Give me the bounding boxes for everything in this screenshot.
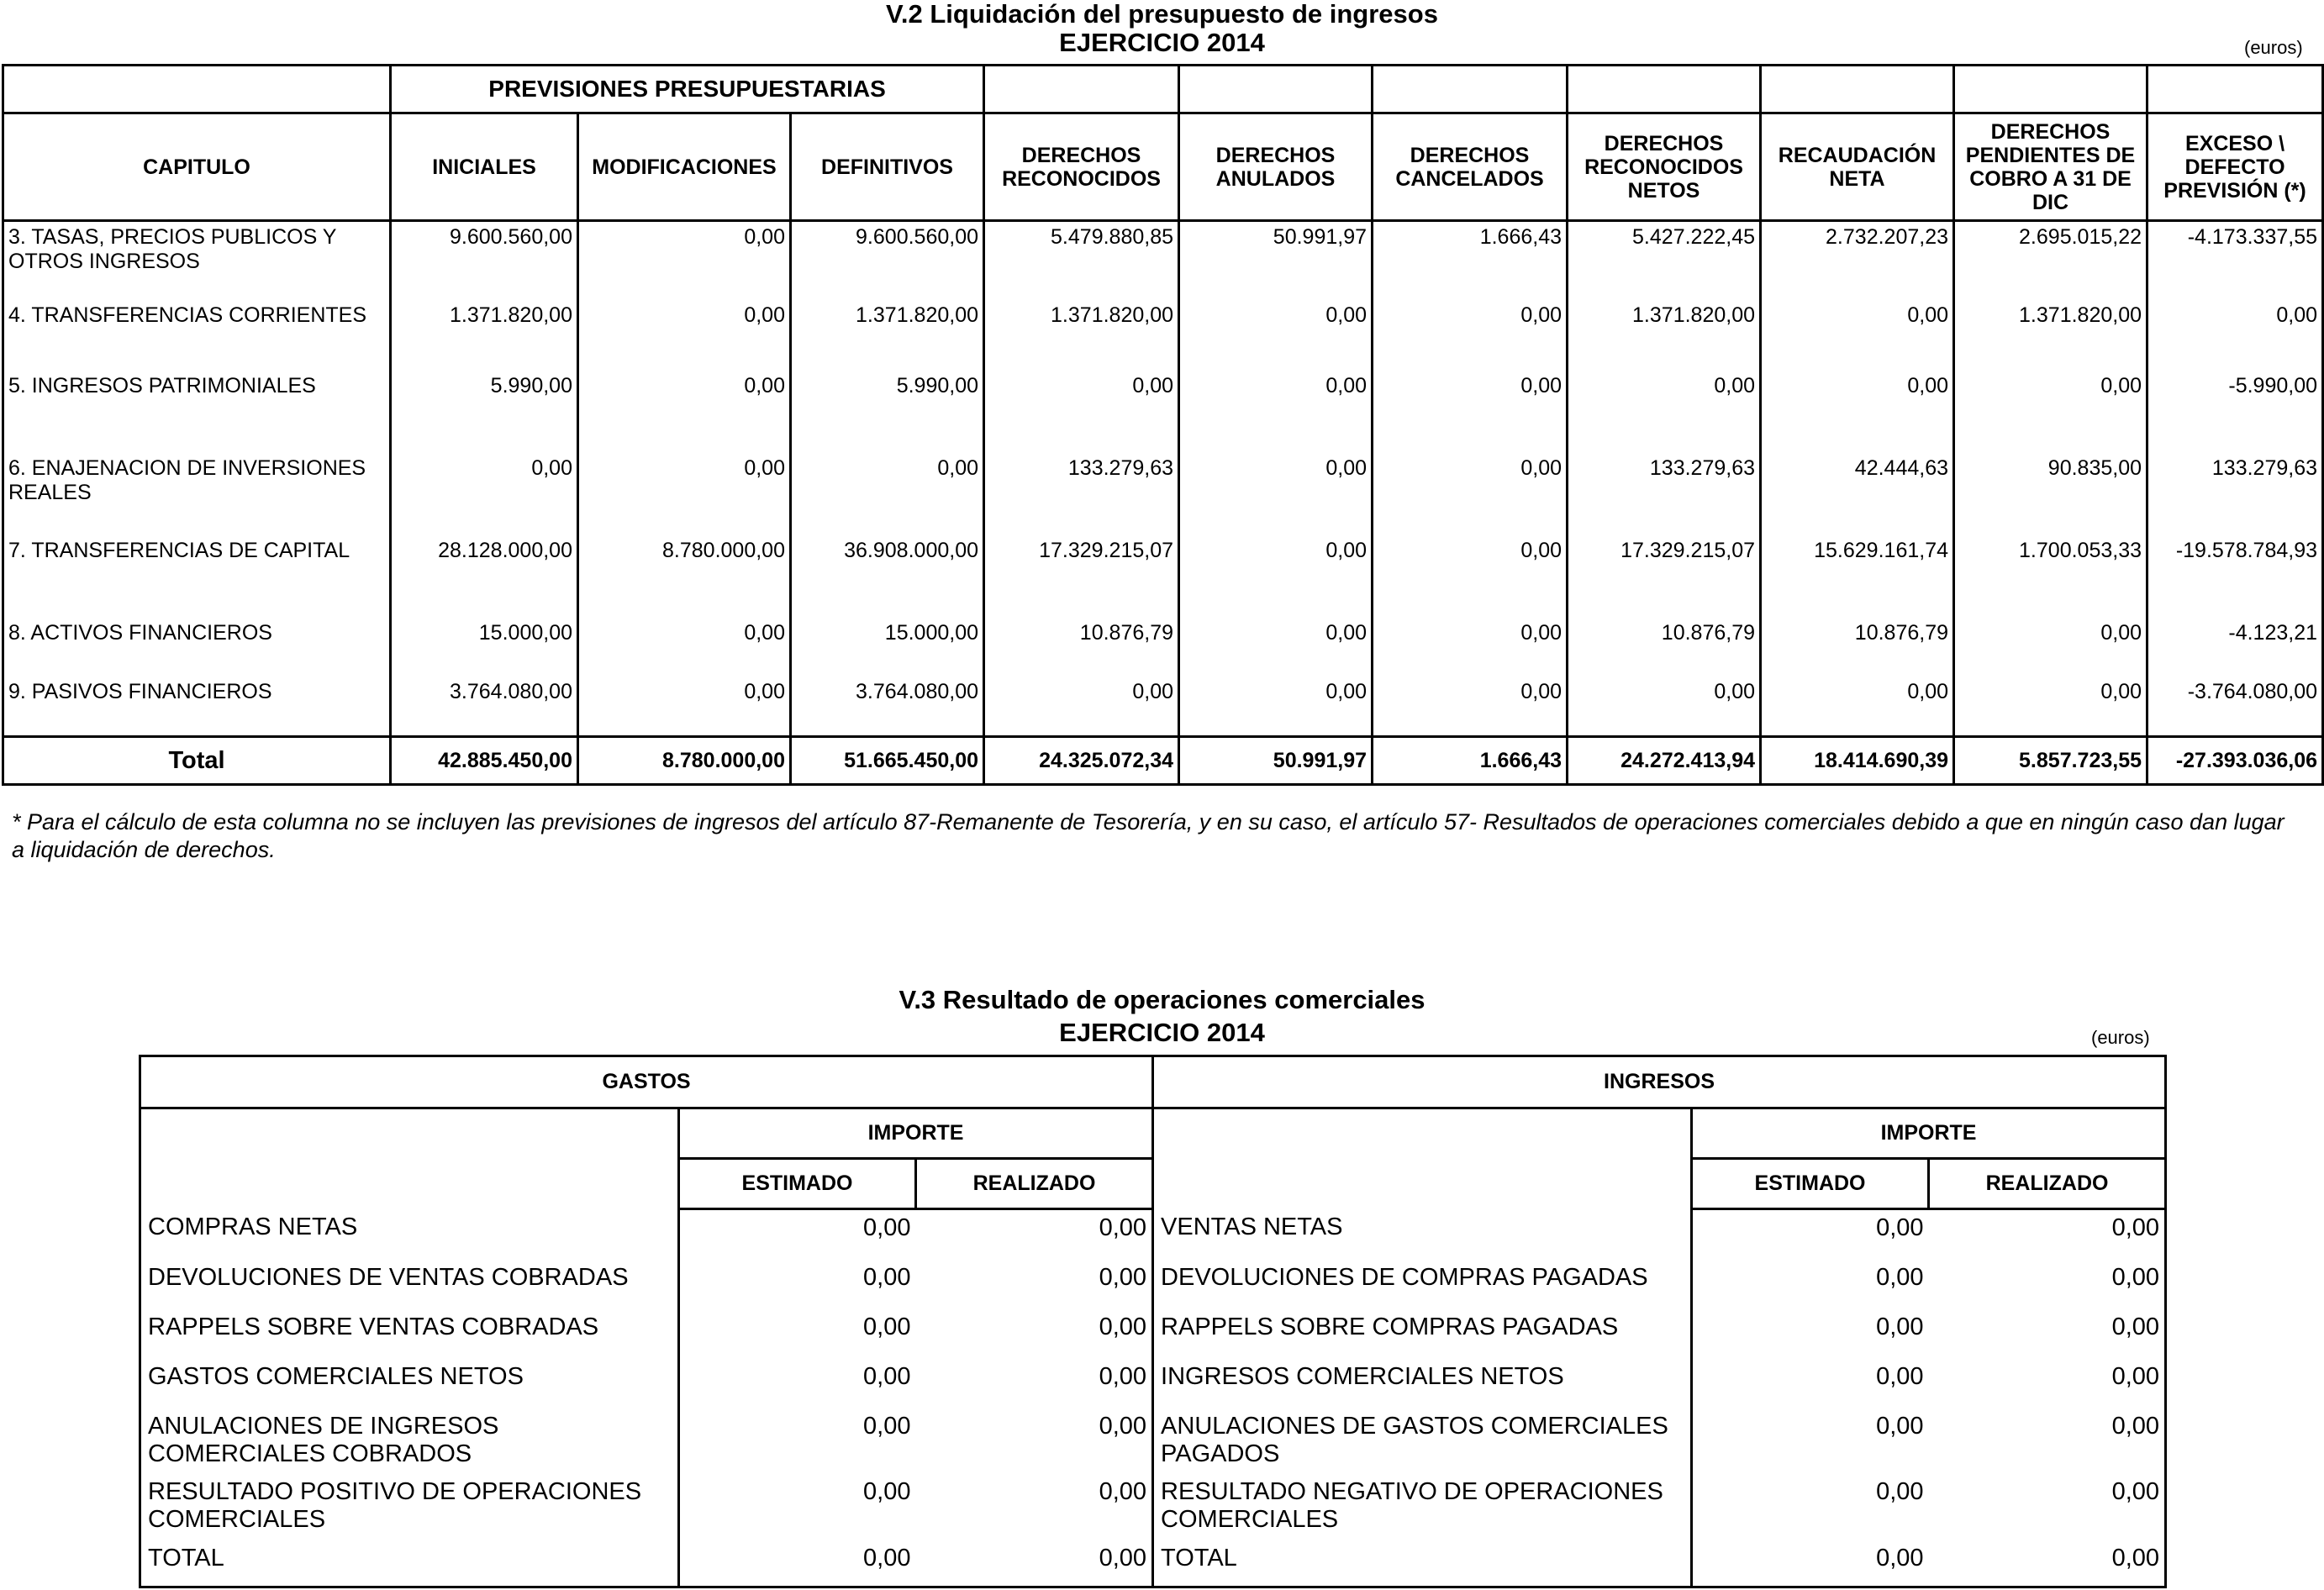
- value-cell: 0,00: [578, 678, 791, 737]
- col-header-derechos-anulados: DERECHOS ANULADOS: [1179, 113, 1373, 221]
- ingreso-realizado: 0,00: [1929, 1209, 2166, 1260]
- value-cell: 50.991,97: [1179, 221, 1373, 302]
- value-cell: 0,00: [1373, 455, 1568, 537]
- ingreso-estimado: 0,00: [1692, 1260, 1929, 1309]
- value-cell: 28.128.000,00: [391, 537, 578, 619]
- value-cell: 1.371.820,00: [1568, 302, 1761, 372]
- value-cell: 0,00: [578, 221, 791, 302]
- gastos-importe-header: IMPORTE: [679, 1108, 1153, 1159]
- total-cell: 5.857.723,55: [1954, 737, 2147, 785]
- ingresos-estimado-header: ESTIMADO: [1692, 1159, 1929, 1209]
- value-cell: 0,00: [1179, 455, 1373, 537]
- value-cell: 0,00: [578, 619, 791, 678]
- ingreso-label: TOTAL: [1153, 1540, 1692, 1587]
- value-cell: 0,00: [984, 678, 1179, 737]
- ingresos-realizado-header: REALIZADO: [1929, 1159, 2166, 1209]
- value-cell: 133.279,63: [984, 455, 1179, 537]
- gasto-estimado: 0,00: [679, 1408, 916, 1474]
- value-cell: 0,00: [1373, 302, 1568, 372]
- gasto-label: RAPPELS SOBRE VENTAS COBRADAS: [140, 1309, 679, 1359]
- ingreso-label: INGRESOS COMERCIALES NETOS: [1153, 1359, 1692, 1408]
- capitulo-cell: 3. TASAS, PRECIOS PUBLICOS Y OTROS INGRESOS: [3, 221, 391, 302]
- commercial-operations-table: [139, 1055, 2167, 1588]
- value-cell: 0,00: [1568, 678, 1761, 737]
- value-cell: 0,00: [1373, 619, 1568, 678]
- value-cell: 5.427.222,45: [1568, 221, 1761, 302]
- ingreso-realizado: 0,00: [1929, 1359, 2166, 1408]
- gastos-label-header: [140, 1108, 679, 1209]
- table-row: [3, 221, 2323, 302]
- gasto-estimado: 0,00: [679, 1209, 916, 1260]
- total-cell: 50.991,97: [1179, 737, 1373, 785]
- table-row: [140, 1474, 2166, 1540]
- col-header-derechos-cancelados: DERECHOS CANCELADOS: [1373, 113, 1568, 221]
- capitulo-cell: 6. ENAJENACION DE INVERSIONES REALES: [3, 455, 391, 537]
- value-cell: 15.000,00: [791, 619, 984, 678]
- value-cell: 0,00: [1954, 372, 2147, 455]
- total-cell: 51.665.450,00: [791, 737, 984, 785]
- value-cell: 0,00: [1373, 372, 1568, 455]
- ingreso-label: RAPPELS SOBRE COMPRAS PAGADAS: [1153, 1309, 1692, 1359]
- value-cell: -19.578.784,93: [2147, 537, 2323, 619]
- table-row: [140, 1359, 2166, 1408]
- value-cell: 15.629.161,74: [1761, 537, 1954, 619]
- v2-title: V.2 Liquidación del presupuesto de ingresos: [886, 0, 1438, 29]
- value-cell: -4.173.337,55: [2147, 221, 2323, 302]
- total-cell: 24.272.413,94: [1568, 737, 1761, 785]
- ingreso-label: DEVOLUCIONES DE COMPRAS PAGADAS: [1153, 1260, 1692, 1309]
- value-cell: 5.990,00: [391, 372, 578, 455]
- value-cell: 0,00: [578, 302, 791, 372]
- capitulo-cell: 4. TRANSFERENCIAS CORRIENTES: [3, 302, 391, 372]
- total-cell: 1.666,43: [1373, 737, 1568, 785]
- col-header-modificaciones: MODIFICACIONES: [578, 113, 791, 221]
- empty-header-cell: [3, 66, 391, 113]
- gasto-label: COMPRAS NETAS: [140, 1209, 679, 1260]
- value-cell: 0,00: [1179, 372, 1373, 455]
- capitulo-cell: 5. INGRESOS PATRIMONIALES: [3, 372, 391, 455]
- footnote: * Para el cálculo de esta columna no se incluyen las previsiones de ingresos del artículo 87-Remanente de Tesorería, y en su caso, el artículo 57- Resultados de operaciones comerciales debido a que en ningún caso dan lugar a liquidación de derechos.: [12, 809, 2284, 862]
- value-cell: -3.764.080,00: [2147, 678, 2323, 737]
- gasto-realizado: 0,00: [1099, 1263, 1147, 1291]
- value-cell: -5.990,00: [2147, 372, 2323, 455]
- col-header-derechos-netos: DERECHOS RECONOCIDOS NETOS: [1568, 113, 1761, 221]
- table-row: [3, 537, 2323, 619]
- value-cell: 90.835,00: [1954, 455, 2147, 537]
- value-cell: 0,00: [578, 372, 791, 455]
- table-row: [3, 678, 2323, 737]
- importe-header-row: [140, 1108, 2166, 1159]
- value-cell: 0,00: [1761, 678, 1954, 737]
- gasto-label: TOTAL: [140, 1540, 679, 1587]
- ingreso-realizado: 0,00: [1929, 1408, 2166, 1474]
- value-cell: 1.666,43: [1373, 221, 1568, 302]
- value-cell: 0,00: [1373, 537, 1568, 619]
- table-row: [3, 619, 2323, 678]
- gastos-realizado-header: REALIZADO: [916, 1159, 1153, 1209]
- capitulo-cell: 7. TRANSFERENCIAS DE CAPITAL: [3, 537, 391, 619]
- col-header-iniciales: INICIALES: [391, 113, 578, 221]
- col-header-pendientes: DERECHOS PENDIENTES DE COBRO A 31 DE DIC: [1954, 113, 2147, 221]
- gastos-header: GASTOS: [140, 1056, 1153, 1108]
- gasto-label: RESULTADO POSITIVO DE OPERACIONES COMERCIALES: [140, 1474, 679, 1540]
- gasto-estimado: 0,00: [679, 1260, 916, 1309]
- value-cell: 1.371.820,00: [984, 302, 1179, 372]
- table-row: [140, 1540, 2166, 1587]
- value-cell: 0,00: [1179, 537, 1373, 619]
- column-header-row: [3, 113, 2323, 221]
- table-row: [3, 372, 2323, 455]
- capitulo-cell: 9. PASIVOS FINANCIEROS: [3, 678, 391, 737]
- budget-liquidation-table: [2, 64, 2324, 786]
- gasto-realizado: 0,00: [1099, 1362, 1147, 1390]
- group-header-row: [3, 66, 2323, 113]
- ingresos-header: INGRESOS: [1153, 1056, 2166, 1108]
- value-cell: 1.700.053,33: [1954, 537, 2147, 619]
- value-cell: 0,00: [1954, 619, 2147, 678]
- value-cell: 0,00: [1954, 678, 2147, 737]
- value-cell: 36.908.000,00: [791, 537, 984, 619]
- value-cell: 10.876,79: [984, 619, 1179, 678]
- gasto-estimado: 0,00: [679, 1540, 916, 1587]
- value-cell: 0,00: [391, 455, 578, 537]
- value-cell: 17.329.215,07: [1568, 537, 1761, 619]
- value-cell: 1.371.820,00: [391, 302, 578, 372]
- total-row: [3, 737, 2323, 785]
- value-cell: 15.000,00: [391, 619, 578, 678]
- v2-unit: (euros): [2244, 37, 2303, 58]
- v3-title: V.3 Resultado de operaciones comerciales: [899, 985, 1425, 1014]
- value-cell: 10.876,79: [1568, 619, 1761, 678]
- gasto-realizado: 0,00: [1099, 1412, 1147, 1440]
- value-cell: 133.279,63: [1568, 455, 1761, 537]
- table-row: [3, 302, 2323, 372]
- ingreso-realizado: 0,00: [1929, 1260, 2166, 1309]
- total-label: Total: [3, 737, 391, 785]
- ingreso-estimado: 0,00: [1692, 1359, 1929, 1408]
- ingreso-estimado: 0,00: [1692, 1540, 1929, 1587]
- gasto-realizado: 0,00: [1099, 1313, 1147, 1340]
- total-cell: 42.885.450,00: [391, 737, 578, 785]
- v3-unit: (euros): [2091, 1027, 2150, 1048]
- value-cell: 0,00: [1179, 302, 1373, 372]
- value-cell: 17.329.215,07: [984, 537, 1179, 619]
- value-cell: 2.695.015,22: [1954, 221, 2147, 302]
- value-cell: 0,00: [1179, 678, 1373, 737]
- value-cell: 3.764.080,00: [791, 678, 984, 737]
- value-cell: 5.990,00: [791, 372, 984, 455]
- value-cell: 0,00: [984, 372, 1179, 455]
- ingreso-realizado: 0,00: [1929, 1474, 2166, 1540]
- value-cell: 0,00: [578, 455, 791, 537]
- gasto-label: GASTOS COMERCIALES NETOS: [140, 1359, 679, 1408]
- value-cell: 0,00: [1761, 302, 1954, 372]
- gasto-label: DEVOLUCIONES DE VENTAS COBRADAS: [140, 1260, 679, 1309]
- value-cell: 0,00: [1568, 372, 1761, 455]
- gasto-realizado: 0,00: [1099, 1477, 1147, 1505]
- value-cell: 1.371.820,00: [1954, 302, 2147, 372]
- col-header-derechos-reconocidos: DERECHOS RECONOCIDOS: [984, 113, 1179, 221]
- value-cell: 9.600.560,00: [791, 221, 984, 302]
- total-cell: 24.325.072,34: [984, 737, 1179, 785]
- gasto-label: ANULACIONES DE INGRESOS COMERCIALES COBRADOS: [140, 1408, 679, 1474]
- total-cell: 8.780.000,00: [578, 737, 791, 785]
- ingreso-estimado: 0,00: [1692, 1474, 1929, 1540]
- value-cell: 3.764.080,00: [391, 678, 578, 737]
- col-header-definitivos: DEFINITIVOS: [791, 113, 984, 221]
- col-header-capitulo: CAPITULO: [3, 113, 391, 221]
- value-cell: 133.279,63: [2147, 455, 2323, 537]
- col-header-exceso: EXCESO \ DEFECTO PREVISIÓN (*): [2147, 113, 2323, 221]
- table-row: [140, 1408, 2166, 1474]
- table-row: [140, 1260, 2166, 1309]
- ingresos-importe-header: IMPORTE: [1692, 1108, 2166, 1159]
- ingreso-label: ANULACIONES DE GASTOS COMERCIALES PAGADOS: [1153, 1408, 1692, 1474]
- ingreso-estimado: 0,00: [1692, 1408, 1929, 1474]
- ingreso-estimado: 0,00: [1692, 1209, 1929, 1260]
- value-cell: 42.444,63: [1761, 455, 1954, 537]
- group-header-previsiones: PREVISIONES PRESUPUESTARIAS: [391, 66, 984, 113]
- ingresos-label-header: [1153, 1108, 1692, 1209]
- gasto-estimado: 0,00: [679, 1474, 916, 1540]
- value-cell: 0,00: [1373, 678, 1568, 737]
- gasto-estimado: 0,00: [679, 1359, 916, 1408]
- total-cell: -27.393.036,06: [2147, 737, 2323, 785]
- table-row: [140, 1209, 2166, 1260]
- v2-subtitle: EJERCICIO 2014: [1059, 28, 1265, 57]
- value-cell: 1.371.820,00: [791, 302, 984, 372]
- value-cell: 0,00: [791, 455, 984, 537]
- section-header-row: [140, 1056, 2166, 1108]
- capitulo-cell: 8. ACTIVOS FINANCIEROS: [3, 619, 391, 678]
- total-cell: 18.414.690,39: [1761, 737, 1954, 785]
- gasto-realizado: 0,00: [916, 1540, 1153, 1587]
- gasto-realizado: 0,00: [1099, 1214, 1147, 1241]
- value-cell: 0,00: [2147, 302, 2323, 372]
- value-cell: 0,00: [1761, 372, 1954, 455]
- value-cell: 8.780.000,00: [578, 537, 791, 619]
- gastos-estimado-header: ESTIMADO: [679, 1159, 916, 1209]
- value-cell: 0,00: [1179, 619, 1373, 678]
- value-cell: 10.876,79: [1761, 619, 1954, 678]
- value-cell: 5.479.880,85: [984, 221, 1179, 302]
- ingreso-label: VENTAS NETAS: [1153, 1209, 1692, 1260]
- ingreso-realizado: 0,00: [1929, 1309, 2166, 1359]
- value-cell: -4.123,21: [2147, 619, 2323, 678]
- v3-subtitle: EJERCICIO 2014: [1059, 1018, 1265, 1047]
- gasto-estimado: 0,00: [679, 1309, 916, 1359]
- table-row: [3, 455, 2323, 537]
- table-row: [140, 1309, 2166, 1359]
- col-header-recaudacion: RECAUDACIÓN NETA: [1761, 113, 1954, 221]
- ingreso-label: RESULTADO NEGATIVO DE OPERACIONES COMERCIALES: [1153, 1474, 1692, 1540]
- value-cell: 2.732.207,23: [1761, 221, 1954, 302]
- ingreso-estimado: 0,00: [1692, 1309, 1929, 1359]
- ingreso-realizado: 0,00: [1929, 1540, 2166, 1587]
- value-cell: 9.600.560,00: [391, 221, 578, 302]
